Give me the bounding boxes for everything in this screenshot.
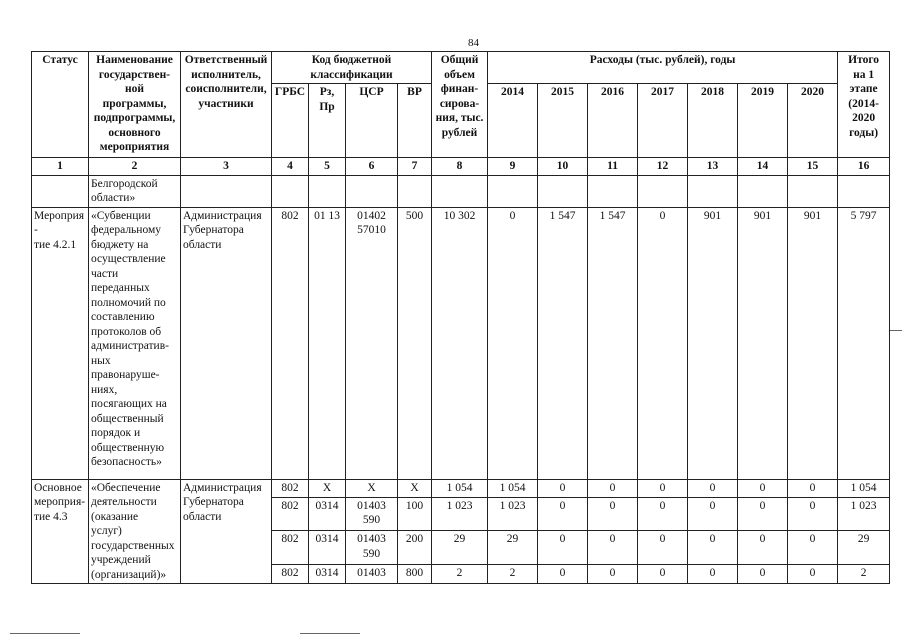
- row-year-value: 0: [738, 497, 788, 531]
- row-year-value: 0: [638, 207, 688, 479]
- row-year-value: 901: [688, 207, 738, 479]
- row-rz: 0314: [309, 497, 346, 531]
- row-year-value: 0: [538, 479, 588, 497]
- row-year-value: 0: [538, 497, 588, 531]
- header-executor: Ответственный исполнитель, соисполнители, участники: [181, 52, 272, 158]
- column-numbers-row: [32, 158, 890, 176]
- header-expenses: Расходы (тыс. рублей), годы: [488, 52, 838, 84]
- row-year-value: 0: [638, 531, 688, 565]
- header-stage-total: Итого на 1 этапе (2014- 2020 годы): [838, 52, 890, 158]
- row-year-value: 0: [738, 565, 788, 584]
- row-rz: 01 13: [309, 207, 346, 479]
- col-num: 12: [638, 158, 688, 176]
- row-year-value: 0: [638, 565, 688, 584]
- header-year-2019: 2019: [738, 84, 788, 158]
- row-year-value: 0: [588, 497, 638, 531]
- header-total-financing: Общий объем финан- сирова- ния, тыс. рублей: [432, 52, 488, 158]
- row-total: 1 054: [432, 479, 488, 497]
- col-num: 6: [346, 158, 398, 176]
- row-total: 29: [432, 531, 488, 565]
- row-year-value: 0: [688, 479, 738, 497]
- row-vr: X: [398, 479, 432, 497]
- table-row-event-4-3: [32, 479, 890, 497]
- row-stage-total: 1 023: [838, 497, 890, 531]
- row-csr: 01403 590: [346, 531, 398, 565]
- row-year-value: 0: [588, 479, 638, 497]
- row-year-value: 0: [738, 479, 788, 497]
- row-year-value: 0: [638, 479, 688, 497]
- row-year-value: 0: [788, 497, 838, 531]
- scan-artifact-line: [10, 633, 80, 634]
- col-num: 14: [738, 158, 788, 176]
- row-total: 2: [432, 565, 488, 584]
- col-num: 8: [432, 158, 488, 176]
- col-num: 13: [688, 158, 738, 176]
- row-year-value: 0: [488, 207, 538, 479]
- row-year-value: 1 023: [488, 497, 538, 531]
- row-year-value: 901: [788, 207, 838, 479]
- row-total: 10 302: [432, 207, 488, 479]
- row-year-value: 2: [488, 565, 538, 584]
- header-year-2015: 2015: [538, 84, 588, 158]
- header-vr: ВР: [398, 84, 432, 158]
- header-csr: ЦСР: [346, 84, 398, 158]
- table-row-event-4-2-1: [32, 207, 890, 479]
- header-year-2020: 2020: [788, 84, 838, 158]
- continuation-name: Белгородской области»: [89, 175, 181, 207]
- row-rz: X: [309, 479, 346, 497]
- header-name: Наименование государствен- ной программы, подпрограммы, основного мероприятия: [89, 52, 181, 158]
- row-grbs: 802: [272, 565, 309, 584]
- col-num: 1: [32, 158, 89, 176]
- row-year-value: 0: [788, 565, 838, 584]
- page-number: 84: [468, 37, 479, 49]
- header-budget-code: Код бюджетной классификации: [272, 52, 432, 84]
- row-year-value: 0: [788, 479, 838, 497]
- col-num: 11: [588, 158, 638, 176]
- header-year-2017: 2017: [638, 84, 688, 158]
- row-executor: Администрация Губернатора области: [181, 207, 272, 479]
- row-executor: Администрация Губернатора области: [181, 479, 272, 584]
- row-year-value: 0: [588, 565, 638, 584]
- col-num: 10: [538, 158, 588, 176]
- header-year-2018: 2018: [688, 84, 738, 158]
- row-vr: 100: [398, 497, 432, 531]
- row-vr: 500: [398, 207, 432, 479]
- row-stage-total: 5 797: [838, 207, 890, 479]
- row-year-value: 0: [788, 531, 838, 565]
- row-year-value: 0: [638, 497, 688, 531]
- scan-artifact-line: [890, 330, 902, 331]
- row-vr: 800: [398, 565, 432, 584]
- header-year-2014: 2014: [488, 84, 538, 158]
- row-stage-total: 29: [838, 531, 890, 565]
- row-rz: 0314: [309, 531, 346, 565]
- row-csr: 01403: [346, 565, 398, 584]
- row-csr: X: [346, 479, 398, 497]
- header-status: Статус: [32, 52, 89, 158]
- row-year-value: 901: [738, 207, 788, 479]
- col-num: 5: [309, 158, 346, 176]
- row-year-value: 0: [538, 531, 588, 565]
- row-grbs: 802: [272, 531, 309, 565]
- col-num: 16: [838, 158, 890, 176]
- col-num: 3: [181, 158, 272, 176]
- continuation-row: [32, 175, 890, 207]
- col-num: 15: [788, 158, 838, 176]
- row-vr: 200: [398, 531, 432, 565]
- col-num: 7: [398, 158, 432, 176]
- row-grbs: 802: [272, 207, 309, 479]
- header-grbs: ГРБС: [272, 84, 309, 158]
- row-grbs: 802: [272, 497, 309, 531]
- col-num: 2: [89, 158, 181, 176]
- row-total: 1 023: [432, 497, 488, 531]
- row-year-value: 0: [538, 565, 588, 584]
- row-name: «Обеспечение деятельности (оказание услуг) государственных учреждений (организаций)»: [89, 479, 181, 584]
- row-year-value: 0: [688, 531, 738, 565]
- row-year-value: 1 054: [488, 479, 538, 497]
- row-status: Основное мероприя- тие 4.3: [32, 479, 89, 584]
- budget-table: [31, 51, 890, 584]
- row-year-value: 1 547: [538, 207, 588, 479]
- row-rz: 0314: [309, 565, 346, 584]
- row-name: «Субвенции федеральному бюджету на осуществление части переданных полномочий по составлению протоколов об административ- ных правонаруше- ниях, посягающих на общественный порядок и общественную безопасность»: [89, 207, 181, 479]
- row-year-value: 0: [688, 565, 738, 584]
- header-rz: Рз, Пр: [309, 84, 346, 158]
- row-year-value: 29: [488, 531, 538, 565]
- row-grbs: 802: [272, 479, 309, 497]
- header-row: [32, 52, 890, 84]
- col-num: 4: [272, 158, 309, 176]
- scan-artifact-line: [300, 633, 360, 634]
- row-csr: 01402 57010: [346, 207, 398, 479]
- row-csr: 01403 590: [346, 497, 398, 531]
- row-stage-total: 2: [838, 565, 890, 584]
- header-year-2016: 2016: [588, 84, 638, 158]
- row-stage-total: 1 054: [838, 479, 890, 497]
- row-year-value: 1 547: [588, 207, 638, 479]
- row-year-value: 0: [688, 497, 738, 531]
- row-year-value: 0: [588, 531, 638, 565]
- row-year-value: 0: [738, 531, 788, 565]
- col-num: 9: [488, 158, 538, 176]
- row-status: Мероприя- тие 4.2.1: [32, 207, 89, 479]
